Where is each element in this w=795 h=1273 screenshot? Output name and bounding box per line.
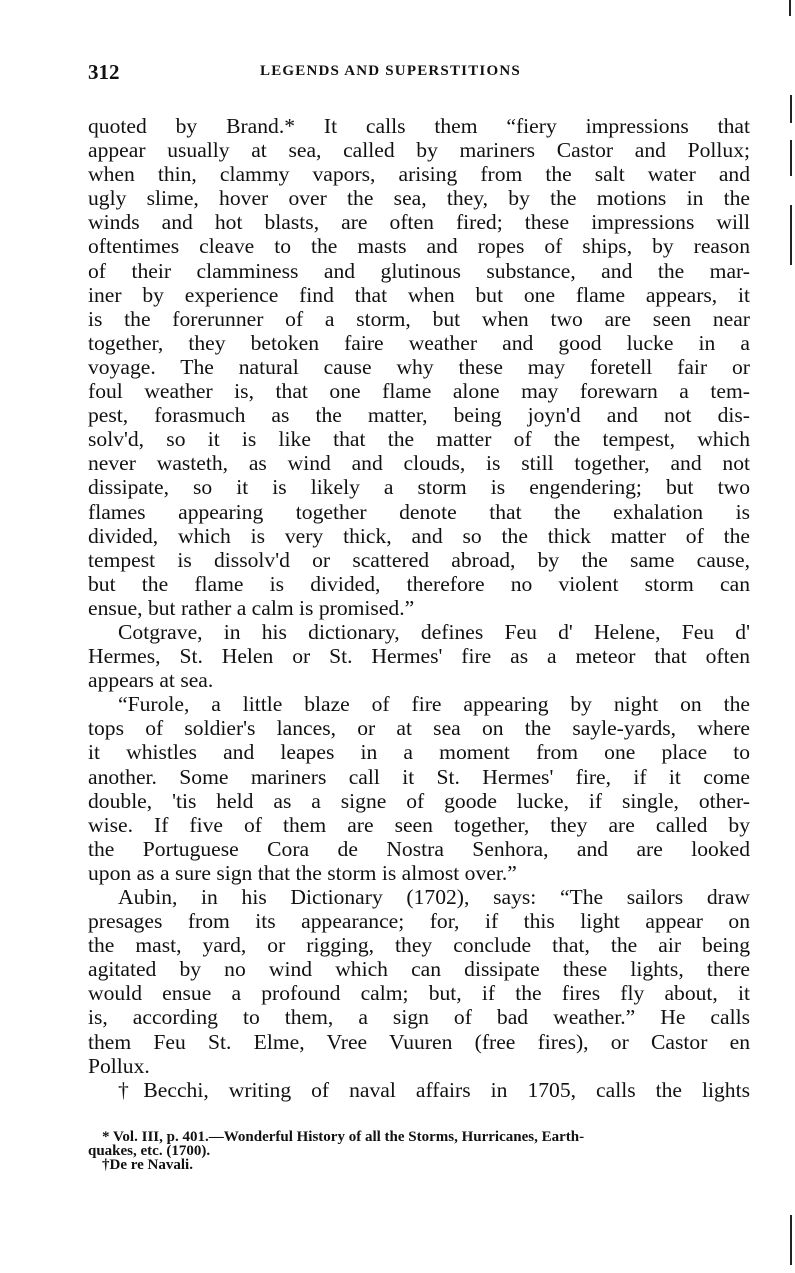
text-line: the Portuguese Cora de Nostra Senhora, and are looked: [88, 836, 750, 861]
scan-mark: [790, 95, 792, 123]
page-header: [88, 60, 750, 88]
text-line: upon as a sure sign that the storm is almost over.”: [88, 860, 517, 885]
text-line: another. Some mariners call it St. Hermes' fire, if it come: [88, 764, 750, 789]
body-text: [88, 114, 750, 1102]
footnotes: [88, 1130, 750, 1172]
text-line: pest, forasmuch as the matter, being joyn'd and not dis-: [88, 403, 750, 428]
text-line: is the forerunner of a storm, but when two are seen near: [88, 306, 750, 331]
running-title: LEGENDS AND SUPERSTITIONS: [260, 63, 521, 79]
text-line: oftentimes cleave to the masts and ropes of ships, by reason: [88, 234, 750, 259]
text-line: of their clamminess and glutinous substance, and the mar-: [88, 258, 750, 283]
text-line: Hermes, St. Helen or St. Hermes' fire as a meteor that often: [88, 644, 750, 669]
text-line: tops of soldier's lances, or at sea on the sayle-yards, where: [88, 716, 750, 741]
text-line: them Feu St. Elme, Vree Vuuren (free fires), or Castor en: [88, 1029, 750, 1054]
text-line: flames appearing together denote that the exhalation is: [88, 499, 750, 524]
text-line: tempest is dissolv'd or scattered abroad, by the same cause,: [88, 547, 750, 572]
text-line: solv'd, so it is like that the matter of the tempest, which: [88, 427, 750, 452]
text-line: presages from its appearance; for, if this light appear on: [88, 909, 750, 934]
text-line: winds and hot blasts, are often fired; these impressions will: [88, 210, 750, 235]
text-line: but the flame is divided, therefore no violent storm can: [88, 571, 750, 596]
text-line: ensue, but rather a calm is promised.”: [88, 595, 415, 620]
footnote-line: * Vol. III, p. 401.—Wonderful History of all the Storms, Hurricanes, Earth-: [102, 1129, 585, 1145]
text-line: ugly slime, hover over the sea, they, by the motions in the: [88, 186, 750, 211]
scan-mark: [790, 205, 792, 265]
text-line: foul weather is, that one flame alone may forewarn a tem-: [88, 379, 750, 404]
text-line: the mast, yard, or rigging, they conclude that, the air being: [88, 933, 750, 958]
text-line: would ensue a profound calm; but, if the fires fly about, it: [88, 981, 750, 1006]
text-line: appears at sea.: [88, 668, 214, 693]
scan-mark: [790, 140, 792, 176]
text-line: voyage. The natural cause why these may foretell fair or: [88, 354, 750, 379]
text-line: Pollux.: [88, 1053, 150, 1078]
page-number: 312: [88, 60, 120, 84]
text-line: quoted by Brand.* It calls them “fiery impressions that: [88, 114, 750, 138]
text-line: agitated by no wind which can dissipate these lights, there: [88, 957, 750, 982]
text-line: Aubin, in his Dictionary (1702), says: “The sailors draw: [118, 885, 750, 909]
scan-mark: [790, 1215, 792, 1265]
text-line: †Becchi, writing of naval affairs in 1705, calls the lights: [118, 1077, 750, 1102]
footnote-line: quakes, etc. (1700).: [88, 1143, 211, 1159]
text-line: appear usually at sea, called by mariners Castor and Pollux;: [88, 138, 750, 163]
text-line: double, 'tis held as a signe of goode lucke, if single, other-: [88, 788, 750, 813]
text-line: it whistles and leapes in a moment from one place to: [88, 740, 750, 765]
text-line: divided, which is very thick, and so the thick matter of the: [88, 523, 750, 548]
text-line: together, they betoken faire weather and good lucke in a: [88, 330, 750, 355]
text-line: when thin, clammy vapors, arising from the salt water and: [88, 162, 750, 187]
text-line: wise. If five of them are seen together, they are called by: [88, 812, 750, 837]
text-line: dissipate, so it is likely a storm is engendering; but two: [88, 475, 750, 500]
scan-mark: [789, 0, 791, 16]
footnote-line: †De re Navali.: [102, 1157, 193, 1173]
text-line: is, according to them, a sign of bad weather.” He calls: [88, 1005, 750, 1030]
text-line: “Furole, a little blaze of fire appearing by night on the: [118, 692, 750, 717]
text-line: Cotgrave, in his dictionary, defines Feu d' Helene, Feu d': [118, 619, 750, 644]
text-line: never wasteth, as wind and clouds, is still together, and not: [88, 451, 750, 476]
text-line: iner by experience find that when but one flame appears, it: [88, 282, 750, 307]
